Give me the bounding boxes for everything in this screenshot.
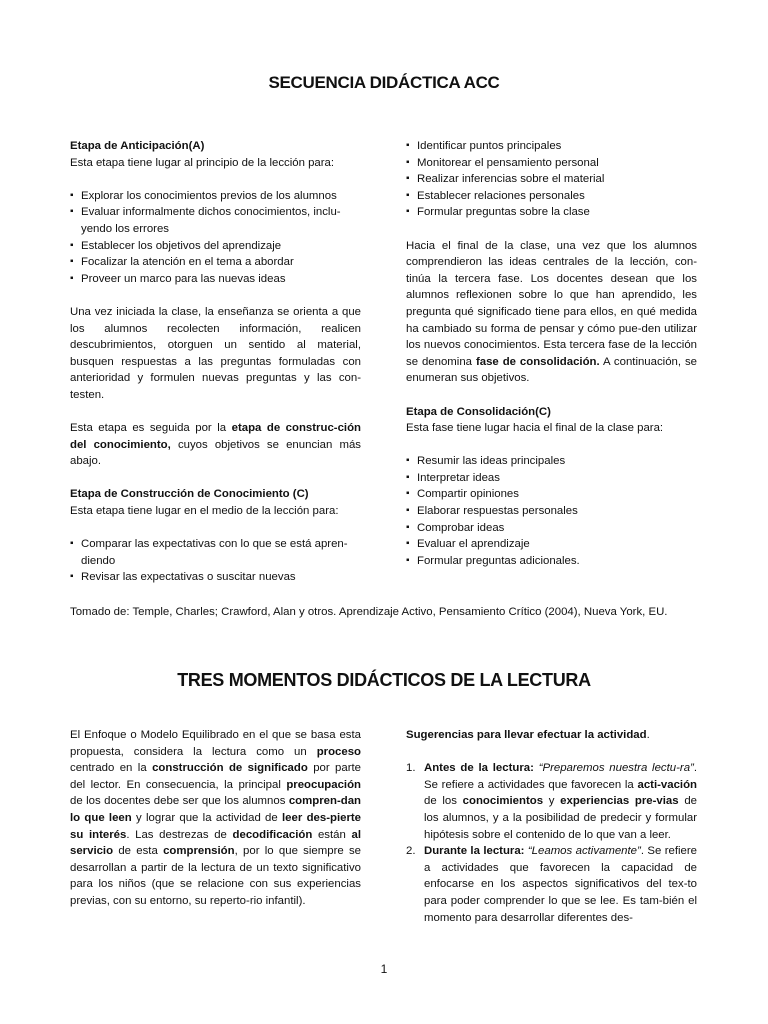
- momentos-list: [406, 760, 697, 926]
- source-citation: Tomado de: Temple, Charles; Crawford, Alan y otros. Aprendizaje Activo, Pensamiento Crítico (2004), Nueva York, EU.: [70, 606, 668, 618]
- anticipacion-intro: Esta etapa tiene lugar al principio de la lección para:: [70, 156, 335, 169]
- consolidacion-intro: Esta fase tiene lugar hacia el final de la clase para:: [406, 422, 664, 435]
- section2-left-column: [70, 727, 361, 910]
- list-item: ▪ Formular preguntas sobre la clase: [406, 204, 697, 221]
- list-item: ▪ Revisar las expectativas o suscitar nuevas: [70, 569, 361, 586]
- list-item: ▪ Establecer los objetivos del aprendizaje: [70, 238, 361, 255]
- list-item: ▪ Monitorear el pensamiento personal: [406, 155, 697, 172]
- list-item: ▪ Evaluar el aprendizaje: [406, 536, 697, 553]
- paragraph-enfoque: El Enfoque o Modelo Equilibrado en el que se basa esta propuesta, considera la lectura como un proceso centrado en la construcción de significado por parte del lector. En consecuencia, la principal preocupación de los docentes debe ser que los alumnos compren-dan lo que leen y lograr que la actividad de leer des-pierte su interés. Las destrezas de decodificación están al servicio de esta comprensión, por lo que siempre se desarrollan a partir de la lectura de un texto significativo para los niños (que se relacione con sus experiencias previas, con su entorno, su reperto-rio infantil).: [70, 729, 362, 907]
- list-item: ▪ Compartir opiniones: [406, 486, 697, 503]
- section1-left-column: [70, 138, 361, 586]
- list-item: ▪ Realizar inferencias sobre el material: [406, 171, 697, 188]
- construccion-list-continued: [406, 138, 697, 221]
- list-item: ▪ Interpretar ideas: [406, 470, 697, 487]
- list-item: ▪ Establecer relaciones personales: [406, 188, 697, 205]
- list-item: ▪ Elaborar respuestas personales: [406, 503, 697, 520]
- paragraph-construccion-intro: Esta etapa es seguida por la etapa de construc-ción del conocimiento, cuyos objetivos se enuncian más abajo.: [70, 422, 361, 468]
- page-number: 1: [380, 962, 388, 976]
- list-item: ▪ Formular preguntas adicionales.: [406, 553, 697, 570]
- section2-right-column: [406, 727, 697, 926]
- list-item: ▪ Proveer un marco para las nuevas ideas: [70, 271, 361, 288]
- page-title: SECUENCIA DIDÁCTICA ACC: [268, 73, 500, 92]
- consolidacion-list: [406, 453, 697, 569]
- paragraph-ensenanza: Una vez iniciada la clase, la enseñanza se orienta a que los alumnos recolecten información, realicen descubrimientos, otorguen un sentido al material, busquen respuestas a las preguntas formuladas con anterioridad y formulen nuevas preguntas y las con-testen.: [70, 305, 361, 401]
- section-title: TRES MOMENTOS DIDÁCTICOS DE LA LECTURA: [177, 670, 591, 690]
- list-item: 1. Antes de la lectura: “Preparemos nuestra lectu-ra”. Se refiere a actividades que favorecen la acti-vación de los conocimientos y experiencias pre-vias de los alumnos, y a la posibilidad de predecir y formular hipótesis sobre el contenido de lo que van a leer.: [406, 762, 698, 841]
- list-item: ▪ Comparar las expectativas con lo que se está apren-diendo: [70, 536, 361, 569]
- sugerencias-heading: Sugerencias para llevar efectuar la actividad.: [406, 729, 650, 741]
- list-item: ▪ Identificar puntos principales: [406, 138, 697, 155]
- list-item: 2. Durante la lectura: “Leamos activamente”. Se refiere a actividades que favorecen la capacidad de enfocarse en los aspectos significativos del tex-to para poder comprender lo que se lee. Es tam-bién el momento para desarrollar diferentes des-: [406, 845, 697, 924]
- list-item: ▪ Comprobar ideas: [406, 520, 697, 537]
- list-item: ▪ Evaluar informalmente dichos conocimientos, inclu-yendo los errores: [70, 204, 361, 237]
- construccion-intro: Esta etapa tiene lugar en el medio de la lección para:: [70, 505, 339, 518]
- construccion-heading: Etapa de Construcción de Conocimiento (C): [70, 488, 309, 501]
- list-item: ▪ Focalizar la atención en el tema a abordar: [70, 254, 361, 271]
- construccion-list: [70, 536, 361, 586]
- anticipacion-list: [70, 188, 361, 288]
- list-item: ▪ Explorar los conocimientos previos de los alumnos: [70, 188, 361, 205]
- anticipacion-heading: Etapa de Anticipación(A): [70, 140, 205, 152]
- paragraph-tercera-fase: Hacia el final de la clase, una vez que los alumnos comprendieron las ideas centrales de la lección, con-tinúa la tercera fase. Los docentes desean que los alumnos reflexionen sobre lo que han aprendido, les pregunta qué significado tiene para ellos, en qué medida ha cambiado su forma de pensar y cómo pue-den utilizar los nuevos conocimientos. Esta tercera fase de la lección se denomina fase de consolidación. A continuación, se enumeran sus objetivos.: [406, 239, 698, 385]
- consolidacion-heading: Etapa de Consolidación(C): [406, 405, 551, 418]
- list-item: ▪ Resumir las ideas principales: [406, 453, 697, 470]
- section1-right-column: [406, 138, 697, 569]
